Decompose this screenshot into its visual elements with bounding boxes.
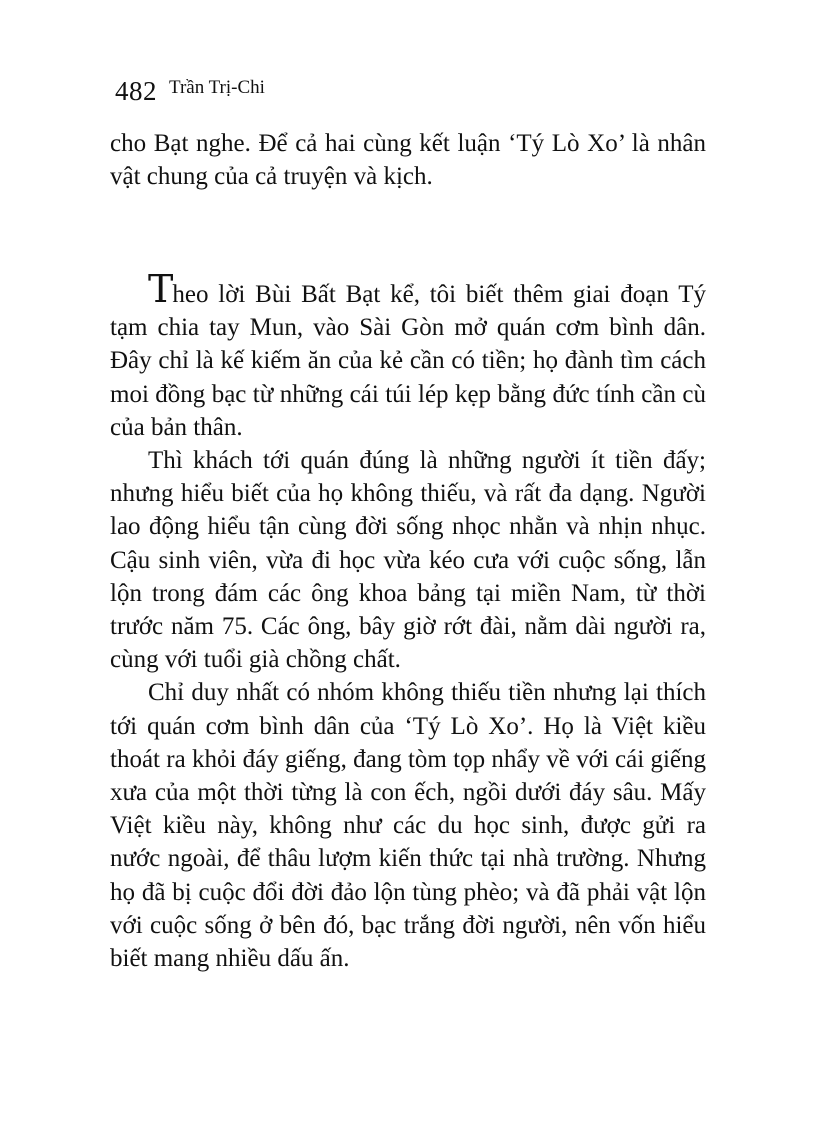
page-header bbox=[115, 78, 265, 105]
running-head-author: Trần Trị-Chi bbox=[169, 77, 265, 98]
paragraph-3: Chỉ duy nhất có nhóm không thiếu tiền nhưng lại thích tới quán cơm bình dân của ‘Tý Lò Xo’. Họ là Việt kiều thoát ra khỏi đáy giếng, đang tòm tọp nhẩy về với cái giếng xưa của một thời từng là con ếch, ngồi dưới đáy sâu. Mấy Việt kiều này, không như các du học sinh, được gửi ra nước ngoài, để thâu lượm kiến thức tại nhà trường. Nhưng họ đã bị cuộc đổi đời đảo lộn tùng phèo; và đã phải vật lộn với cuộc sống ở bên đó, bạc trắng đời người, nên vốn hiểu biết mang nhiều dấu ấn. bbox=[110, 679, 706, 973]
paragraph-1 bbox=[110, 267, 706, 444]
paragraph-1-text: heo lời Bùi Bất Bạt kể, tôi biết thêm giai đoạn Tý tạm chia tay Mun, vào Sài Gòn mở quán cơm bình dân. Đây chỉ là kế kiếm ăn của kẻ cần có tiền; họ đành tìm cách moi đồng bạc từ những cái túi lép kẹp bằng đức tính cần cù của bản thân. bbox=[110, 281, 706, 441]
section-body bbox=[110, 267, 706, 975]
page-number: 482 bbox=[115, 76, 157, 106]
carry-over-text: cho Bạt nghe. Để cả hai cùng kết luận ‘Tý Lò Xo’ là nhân vật chung của cả truyện và kịch. bbox=[110, 130, 706, 191]
carry-over-paragraph bbox=[110, 127, 706, 193]
drop-initial-letter: T bbox=[148, 267, 173, 311]
paragraph-2: Thì khách tới quán đúng là những người ít tiền đấy; nhưng hiểu biết của họ không thiếu, và rất đa dạng. Người lao động hiểu tận cùng đời sống nhọc nhằn và nhịn nhục. Cậu sinh viên, vừa đi học vừa kéo cưa với cuộc sống, lẫn lộn trong đám các ông khoa bảng tại miền Nam, từ thời trước năm 75. Các ông, bây giờ rớt đài, nằm dài người ra, cùng với tuổi già chồng chất. bbox=[110, 447, 706, 674]
